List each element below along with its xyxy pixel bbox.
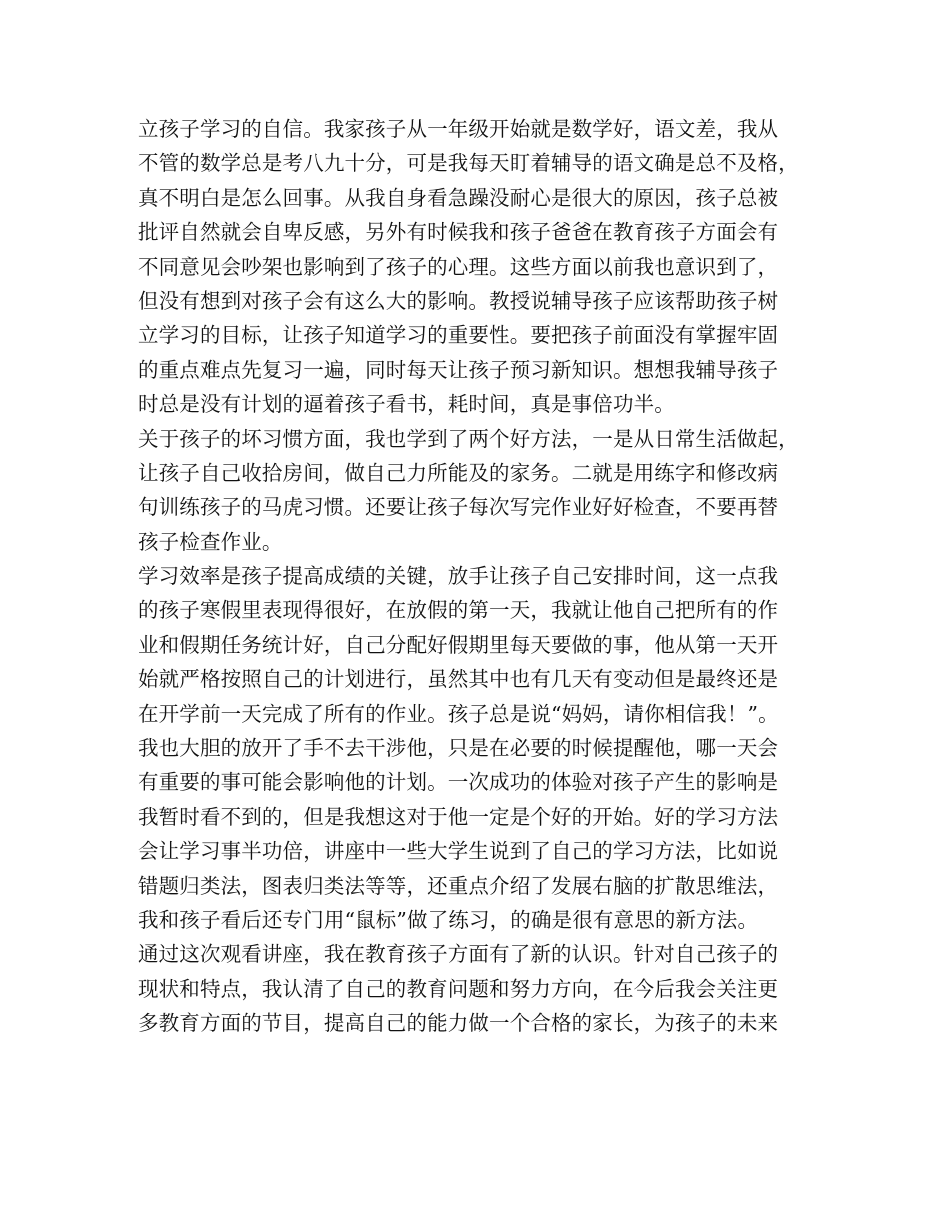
text-line: 不管的数学总是考八九十分，可是我每天盯着辅导的语文确是总不及格， bbox=[138, 151, 799, 176]
text-line: 在开学前一天完成了所有的作业。孩子总是说“妈妈，请你相信我！”。 bbox=[138, 701, 779, 726]
text-line: 时总是没有计划的逼着孩子看书，耗时间，真是事倍功半。 bbox=[138, 392, 675, 417]
text-line: 通过这次观看讲座，我在教育孩子方面有了新的认识。针对自己孩子的 bbox=[138, 942, 779, 967]
text-line: 让孩子自己收拾房间，做自己力所能及的家务。二就是用练字和修改病 bbox=[138, 460, 779, 485]
text-line: 会让学习事半功倍，讲座中一些大学生说到了自己的学习方法，比如说 bbox=[138, 839, 779, 864]
text-line: 的重点难点先复习一遍，同时每天让孩子预习新知识。想想我辅导孩子 bbox=[138, 357, 779, 382]
text-line: 立孩子学习的自信。我家孩子从一年级开始就是数学好，语文差，我从 bbox=[138, 117, 779, 141]
text-line: 我和孩子看后还专门用“鼠标”做了练习，的确是很有意思的新方法。 bbox=[138, 907, 759, 932]
text-line: 不同意见会吵架也影响到了孩子的心理。这些方面以前我也意识到了， bbox=[138, 254, 779, 279]
text-line: 现状和特点，我认清了自己的教育问题和努力方向，在今后我会关注更 bbox=[138, 976, 779, 1001]
text-line: 但没有想到对孩子会有这么大的影响。教授说辅导孩子应该帮助孩子树 bbox=[138, 288, 779, 313]
text-line: 始就严格按照自己的计划进行，虽然其中也有几天有变动但是最终还是 bbox=[138, 667, 779, 692]
text-line: 批评自然就会自卑反感，另外有时候我和孩子爸爸在教育孩子方面会有 bbox=[138, 220, 779, 245]
text-line: 我暂时看不到的，但是我想这对于他一定是个好的开始。好的学习方法 bbox=[138, 804, 779, 829]
body-text bbox=[138, 112, 818, 1041]
text-line: 句训练孩子的马虎习惯。还要让孩子每次写完作业好好检查，不要再替 bbox=[138, 495, 779, 520]
text-line: 多教育方面的节目，提高自己的能力做一个合格的家长，为孩子的未来 bbox=[138, 1011, 779, 1036]
text-line: 立学习的目标，让孩子知道学习的重要性。要把孩子前面没有掌握牢固 bbox=[138, 323, 779, 348]
text-line: 学习效率是孩子提高成绩的关键，放手让孩子自己安排时间，这一点我 bbox=[138, 564, 779, 589]
text-line: 错题归类法，图表归类法等等，还重点介绍了发展右脑的扩散思维法， bbox=[138, 873, 779, 898]
text-line: 有重要的事可能会影响他的计划。一次成功的体验对孩子产生的影响是 bbox=[138, 770, 779, 795]
text-line: 孩子检查作业。 bbox=[138, 529, 283, 554]
text-line: 的孩子寒假里表现得很好，在放假的第一天，我就让他自己把所有的作 bbox=[138, 598, 779, 623]
text-line: 业和假期任务统计好，自己分配好假期里每天要做的事，他从第一天开 bbox=[138, 632, 779, 657]
text-line: 真不明白是怎么回事。从我自身看急躁没耐心是很大的原因，孩子总被 bbox=[138, 185, 779, 210]
text-line: 关于孩子的坏习惯方面，我也学到了两个好方法，一是从日常生活做起， bbox=[138, 426, 799, 451]
text-line: 我也大胆的放开了手不去干涉他，只是在必要的时候提醒他，哪一天会 bbox=[138, 736, 779, 761]
